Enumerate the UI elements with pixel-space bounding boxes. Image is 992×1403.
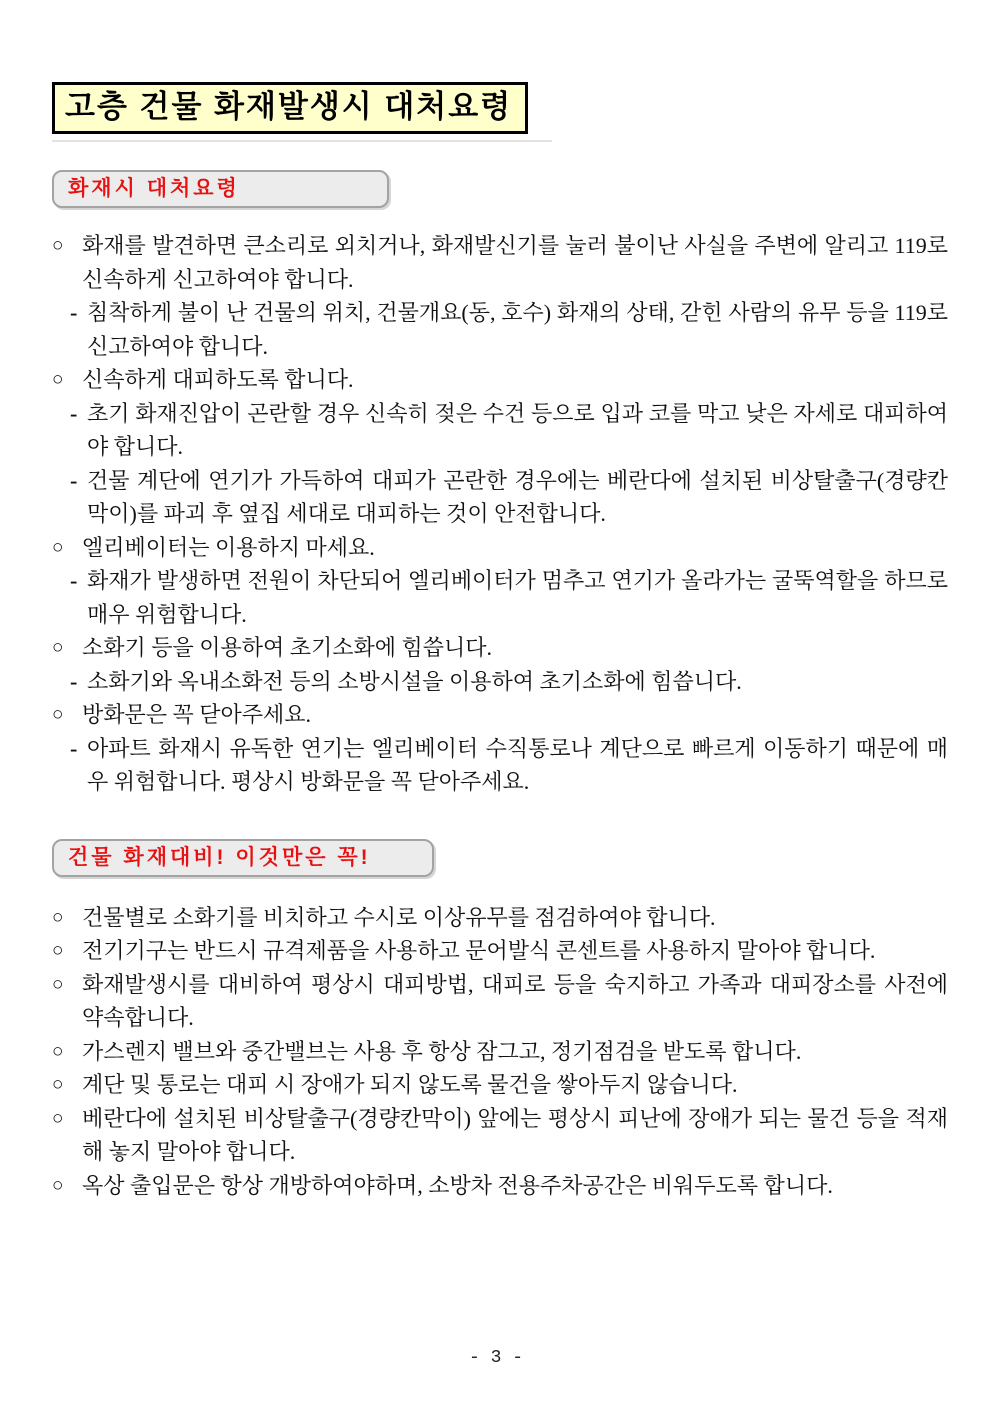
list-item-text: 전기기구는 반드시 규격제품을 사용하고 문어발식 콘센트를 사용하지 말아야 합니다. (82, 938, 876, 964)
list-item (70, 397, 948, 464)
list-item-text: 신속하게 대피하도록 합니다. (82, 367, 354, 393)
bullet-marker: ○ (52, 1074, 64, 1096)
list-item (52, 363, 948, 397)
list-item (52, 968, 948, 1035)
list-item-text: 침착하게 불이 난 건물의 위치, 건물개요(동, 호수) 화재의 상태, 갇힌 사람의 유무 등을 119로 신고하여야 합니다. (87, 300, 948, 359)
list-item (52, 1068, 948, 1102)
list-item-text: 소화기와 옥내소화전 등의 소방시설을 이용하여 초기소화에 힘씁니다. (87, 668, 742, 694)
bullet-marker: ○ (52, 940, 64, 962)
section-fire-response (52, 170, 948, 799)
list-item (52, 1102, 948, 1169)
list-item-text: 아파트 화재시 유독한 연기는 엘리베이터 수직통로나 계단으로 빠르게 이동하기 때문에 매우 위험합니다. 평상시 방화문을 꼭 닫아주세요. (87, 735, 948, 795)
bullet-marker: ○ (52, 235, 64, 257)
list-item (52, 934, 948, 968)
bullet-marker: ○ (52, 1174, 64, 1196)
list-item-text: 화재발생시를 대비하여 평상시 대피방법, 대피로 등을 숙지하고 가족과 대피장소를 사전에 약속합니다. (82, 971, 948, 1031)
list-item-text: 건물 계단에 연기가 가득하여 대피가 곤란한 경우에는 베란다에 설치된 비상탈출구(경량칸막이)를 파괴 후 옆집 세대로 대피하는 것이 안전합니다. (87, 467, 948, 527)
list-item (70, 665, 948, 699)
list-item (70, 464, 948, 531)
bullet-marker: ○ (52, 637, 64, 659)
bullet-list-fire-response (52, 229, 948, 799)
list-item (52, 698, 948, 732)
bullet-marker: ○ (52, 906, 64, 928)
bullet-marker: ○ (52, 536, 64, 558)
list-item-text: 방화문은 꼭 닫아주세요. (82, 702, 312, 728)
list-item-text: 소화기 등을 이용하여 초기소화에 힘씁니다. (82, 635, 493, 661)
bullet-marker: ○ (52, 973, 64, 995)
bullet-marker: ○ (52, 369, 64, 391)
bullet-marker: ○ (52, 704, 64, 726)
bullet-marker: - (70, 568, 78, 594)
section-heading-fire-preparation: 건물 화재대비! 이것만은 꼭! (52, 839, 434, 877)
bullet-marker: - (70, 467, 78, 493)
bullet-list-fire-preparation (52, 901, 948, 1203)
bullet-marker: - (70, 400, 78, 426)
list-item-text: 초기 화재진압이 곤란할 경우 신속히 젖은 수건 등으로 입과 코를 막고 낮은 자세로 대피하여야 합니다. (87, 400, 948, 460)
list-item (52, 1035, 948, 1069)
section-fire-preparation (52, 839, 948, 1203)
list-item-text: 화재가 발생하면 전원이 차단되어 엘리베이터가 멈추고 연기가 올라가는 굴뚝역할을 하므로 매우 위험합니다. (87, 568, 948, 627)
title-shadow-line (52, 140, 552, 142)
list-item-text: 베란다에 설치된 비상탈출구(경량칸막이) 앞에는 평상시 피난에 장애가 되는 물건 등을 적재해 놓지 말아야 합니다. (82, 1105, 948, 1165)
list-item-text: 옥상 출입문은 항상 개방하여야하며, 소방차 전용주차공간은 비워두도록 합니다. (82, 1172, 833, 1198)
list-item-text: 엘리베이터는 이용하지 마세요. (82, 534, 375, 560)
list-item (52, 531, 948, 565)
list-item-text: 화재를 발견하면 큰소리로 외치거나, 화재발신기를 눌러 불이난 사실을 주변에 알리고 119로 신속하게 신고하여야 합니다. (82, 233, 948, 292)
page-number: - 3 - (468, 1348, 523, 1368)
page-title: 고층 건물 화재발생시 대처요령 (52, 82, 528, 134)
bullet-marker: ○ (52, 1040, 64, 1062)
list-item (52, 901, 948, 935)
list-item-text: 계단 및 통로는 대피 시 장애가 되지 않도록 물건을 쌓아두지 않습니다. (82, 1072, 738, 1098)
bullet-marker: - (70, 300, 78, 326)
list-item (70, 564, 948, 631)
list-item (52, 631, 948, 665)
list-item-text: 건물별로 소화기를 비치하고 수시로 이상유무를 점검하여야 합니다. (82, 904, 716, 930)
list-item-text: 가스렌지 밸브와 중간밸브는 사용 후 항상 잠그고, 정기점검을 받도록 합니다. (82, 1038, 802, 1064)
list-item (52, 1169, 948, 1203)
list-item (70, 296, 948, 363)
list-item (70, 732, 948, 799)
section-heading-fire-response: 화재시 대처요령 (52, 170, 389, 208)
bullet-marker: ○ (52, 1107, 64, 1129)
list-item (52, 229, 948, 296)
bullet-marker: - (70, 735, 78, 761)
bullet-marker: - (70, 668, 78, 694)
